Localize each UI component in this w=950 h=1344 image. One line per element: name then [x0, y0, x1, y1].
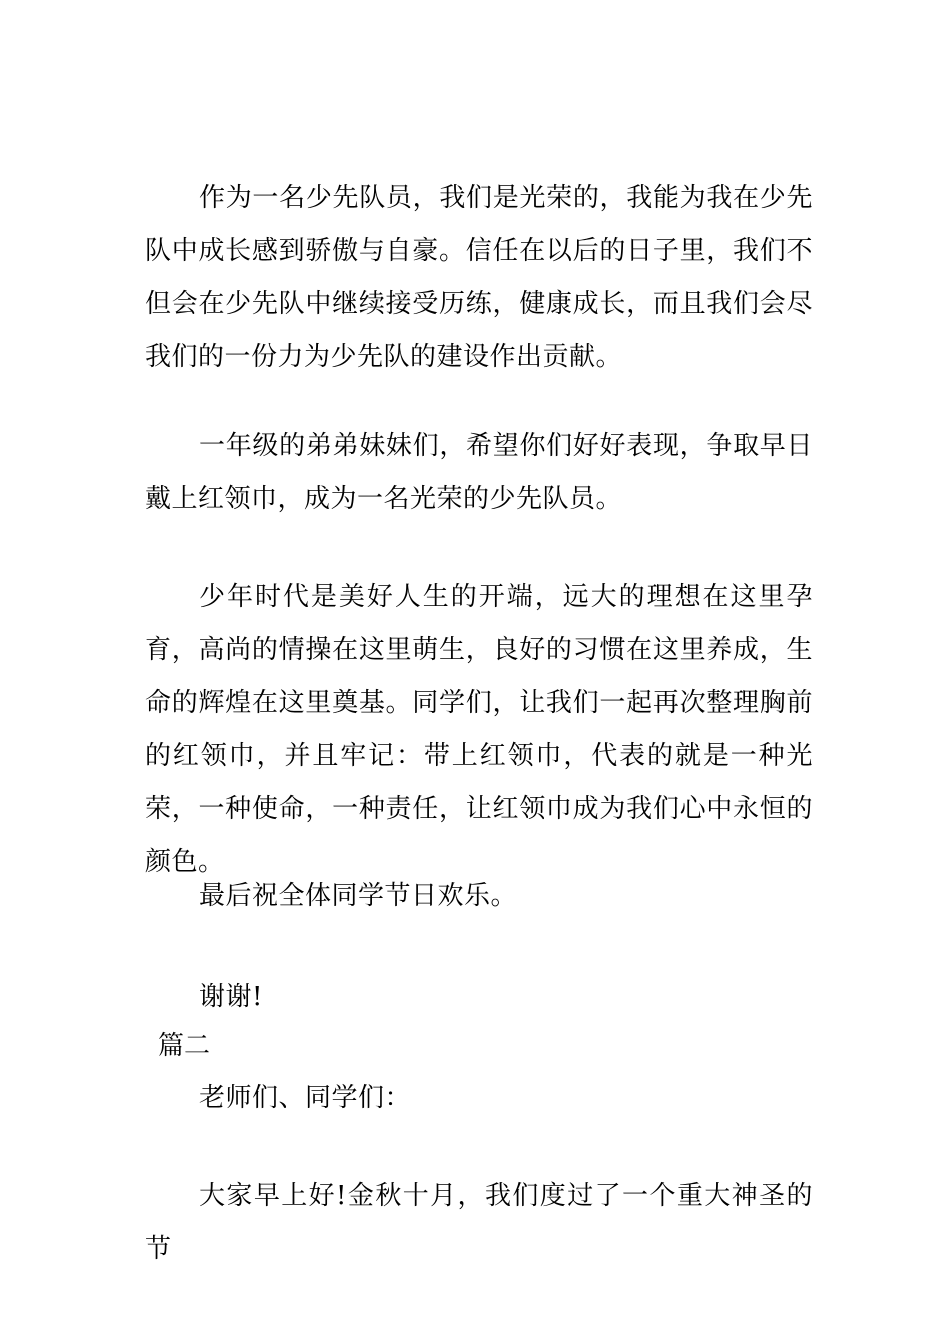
paragraph-thanks: 谢谢! — [199, 982, 263, 1012]
paragraph-pioneer-pride: 作为一名少先队员，我们是光荣的，我能为我在少先队中成长感到骄傲与自豪。信任在以后的日子里，我们不但会在少先队中继续接受历练，健康成长，而且我们会尽我们的一份力为少先队的建设作出贡献。 — [145, 183, 813, 372]
paragraph-holiday-wishes: 最后祝全体同学节日欢乐。 — [199, 881, 518, 911]
paragraph-first-graders: 一年级的弟弟妹妹们，希望你们好好表现，争取早日戴上红领巾，成为一名光荣的少先队员。 — [145, 431, 813, 514]
section-heading: 篇二 — [158, 1031, 211, 1061]
paragraph-youth-era: 少年时代是美好人生的开端，远大的理想在这里孕育，高尚的情操在这里萌生，良好的习惯在这里养成，生命的辉煌在这里奠基。同学们，让我们一起再次整理胸前的红领巾，并且牢记：带上红领巾，代表的就是一种光荣，一种使命，一种责任，让红领巾成为我们心中永恒的颜色。 — [145, 582, 813, 877]
paragraph-opening: 大家早上好!金秋十月，我们度过了一个重大神圣的节 — [145, 1181, 813, 1264]
paragraph-greeting: 老师们、同学们： — [199, 1083, 412, 1113]
